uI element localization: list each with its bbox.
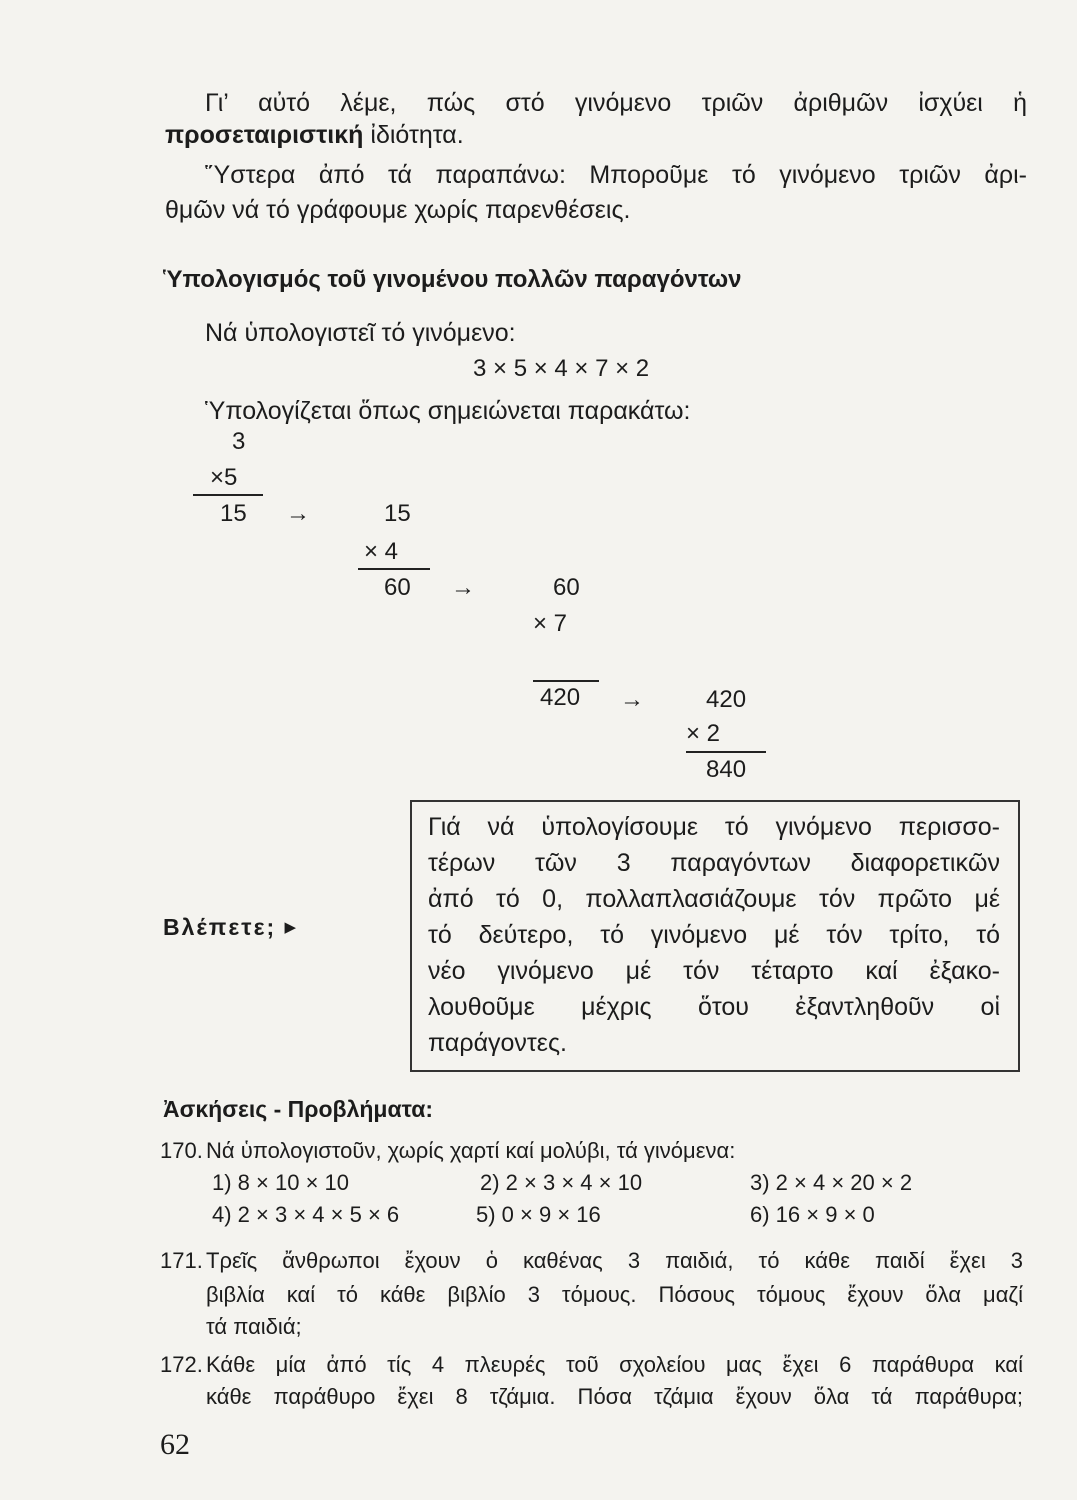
exercise-172-number: 172.	[160, 1352, 203, 1377]
calc-step4-result: 840	[706, 756, 747, 783]
calc-step2-multiplier: × 4	[364, 538, 399, 565]
rule-line-1: Γιά νά ὑπολογίσουμε τό γινόμενο περισσο-	[428, 813, 1000, 841]
exercise-171-line-2: βιβλία καί τό κάθε βιβλίο 3 τόμους. Πόσους τόμους ἔχουν ὅλα μαζί	[206, 1282, 1023, 1307]
rule-line-6: λουθοῦμε μέχρις ὅτου ἐξαντληθοῦν οἱ	[428, 993, 1000, 1021]
exercise-171-line-3: τά παιδιά;	[206, 1314, 302, 1339]
rule-line-4: τό δεύτερο, τό γινόμενο μέ τόν τρίτο, τό	[428, 921, 1000, 949]
intro-line-1: Γι’ αὐτό λέμε, πώς στό γινόμενο τριῶν ἀριθμῶν ἰσχύει ἡ	[205, 89, 1027, 117]
calc-step2-rule	[358, 568, 430, 570]
intro-line-3: Ὕστερα ἀπό τά παραπάνω: Μποροῦμε τό γινόμενο τριῶν ἀρι-	[205, 161, 1027, 189]
calc-step3-multiplier: × 7	[533, 610, 568, 637]
calc-step4-rule	[686, 751, 766, 753]
arrow-icon: →	[451, 574, 475, 601]
arrow-icon: →	[286, 500, 310, 527]
exercise-170-item: 5) 0 × 9 × 16	[476, 1202, 601, 1227]
exercise-170-text: Νά ὑπολογιστοῦν, χωρίς χαρτί καί μολύβι, τά γινόμενα:	[206, 1138, 736, 1163]
intro-line-4: θμῶν νά τό γράφουμε χωρίς παρενθέσεις.	[165, 196, 631, 224]
exercise-170-item: 1) 8 × 10 × 10	[212, 1170, 349, 1195]
calc-step1-multiplicand: 3	[232, 428, 246, 455]
exercise-170-item: 2) 2 × 3 × 4 × 10	[480, 1170, 643, 1195]
calc-step3-rule	[533, 680, 599, 682]
calc-step1-rule	[193, 494, 263, 496]
exercises-heading: Ἀσκήσεις - Προβλήματα:	[163, 1096, 434, 1122]
exercise-171-line-1: Τρεῖς ἄνθρωποι ἔχουν ὁ καθένας 3 παιδιά, τό κάθε παιδί ἔχει 3	[206, 1248, 1023, 1273]
exercise-170-number: 170.	[160, 1138, 203, 1163]
rule-box	[410, 800, 1020, 1072]
rule-line-5: νέο γινόμενο μέ τόν τέταρτο καί ἐξακο-	[428, 957, 1000, 985]
calc-step4-multiplier: × 2	[686, 720, 721, 747]
exercise-170-item: 3) 2 × 4 × 20 × 2	[750, 1170, 913, 1195]
calc-step3-multiplicand: 60	[553, 574, 580, 601]
task-prompt: Νά ὑπολογιστεῖ τό γινόμενο:	[205, 319, 516, 347]
calc-step2-multiplicand: 15	[384, 500, 411, 527]
exercise-170-item: 4) 2 × 3 × 4 × 5 × 6	[212, 1202, 400, 1227]
rule-line-7: παράγοντες.	[428, 1029, 567, 1057]
intro-line-2	[165, 118, 464, 152]
section-heading: Ὑπολογισμός τοῦ γινομένου πολλῶν παραγόντων	[163, 266, 742, 293]
pointer-icon: ▶	[284, 919, 299, 936]
calc-step1-multiplier: ×5	[210, 464, 238, 491]
rule-line-2: τέρων τῶν 3 παραγόντων διαφορετικῶν	[428, 849, 1000, 877]
exercise-172-line-2: κάθε παράθυρο ἔχει 8 τζάμια. Πόσα τζάμια ἔχουν ὅλα τά παράθυρα;	[206, 1384, 1023, 1409]
task-method: Ὑπολογίζεται ὅπως σημειώνεται παρακάτω:	[205, 397, 691, 425]
task-expression: 3 × 5 × 4 × 7 × 2	[473, 355, 650, 382]
note-label	[163, 914, 298, 941]
intro-line-2-rest: ἰδιότητα.	[363, 121, 464, 149]
note-label-text: Βλέπετε;	[163, 914, 277, 940]
calc-step2-result: 60	[384, 574, 411, 601]
arrow-icon: →	[620, 686, 644, 713]
page-number: 62	[160, 1428, 190, 1461]
calc-step3-result: 420	[540, 684, 581, 711]
associative-property-term: προσεταιριστική	[165, 121, 364, 149]
calc-step4-multiplicand: 420	[706, 686, 747, 713]
exercise-170-item: 6) 16 × 9 × 0	[750, 1202, 875, 1227]
exercise-171-number: 171.	[160, 1248, 203, 1273]
rule-line-3: ἀπό τό 0, πολλαπλασιάζουμε τόν πρῶτο μέ	[428, 885, 1000, 913]
exercise-172-line-1: Κάθε μία ἀπό τίς 4 πλευρές τοῦ σχολείου μας ἔχει 6 παράθυρα καί	[206, 1352, 1023, 1377]
calc-step1-result: 15	[220, 500, 247, 527]
